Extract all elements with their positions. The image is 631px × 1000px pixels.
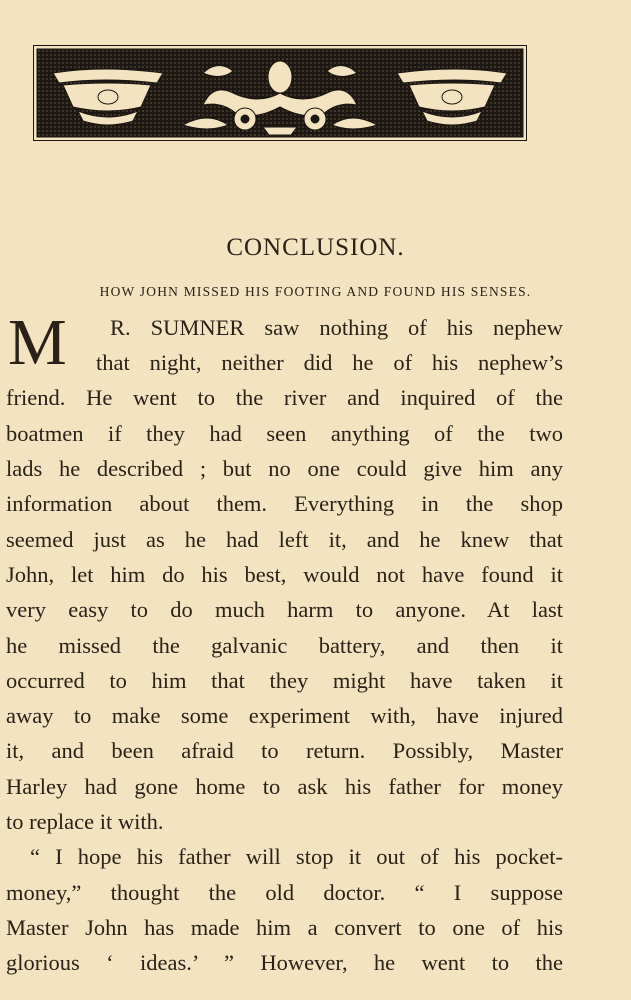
text-line: friend. He went to the river and inquired of the bbox=[6, 385, 563, 410]
text-line: Harley had gone home to ask his father for money bbox=[6, 774, 563, 799]
text-line: very easy to do much harm to anyone. At last bbox=[6, 597, 563, 622]
ornamental-header-banner bbox=[33, 45, 527, 141]
text-line: boatmen if they had seen anything of the two bbox=[6, 421, 563, 446]
text-line: that night, neither did he of his nephew’s bbox=[96, 350, 563, 375]
text-line: John, let him do his best, would not have found it bbox=[6, 562, 563, 587]
text-line: information about them. Everything in the shop bbox=[6, 491, 563, 516]
chapter-subtitle: HOW JOHN MISSED HIS FOOTING AND FOUND HIS SENSES. bbox=[99, 284, 532, 299]
text-line: away to make some experiment with, have injured bbox=[6, 703, 563, 728]
text-line: Master John has made him a convert to one of his bbox=[6, 915, 563, 940]
chapter-title: CONCLUSION. bbox=[226, 234, 405, 261]
text-line: lads he described ; but no one could give him any bbox=[6, 456, 563, 481]
text-line: to replace it with. bbox=[6, 809, 164, 834]
drop-cap: M bbox=[8, 306, 67, 379]
text-line: seemed just as he had left it, and he knew that bbox=[6, 527, 563, 552]
text-line: glorious ‘ ideas.’ ” However, he went to the bbox=[6, 950, 563, 975]
text-line: money,” thought the old doctor. “ I suppose bbox=[6, 880, 563, 905]
text-line: he missed the galvanic battery, and then it bbox=[6, 633, 563, 658]
text-line: occurred to him that they might have taken it bbox=[6, 668, 563, 693]
text-line: R. SUMNER saw nothing of his nephew bbox=[110, 315, 563, 340]
text-line: it, and been afraid to return. Possibly, Master bbox=[6, 738, 563, 763]
text-line: “ I hope his father will stop it out of his pocket- bbox=[30, 844, 563, 869]
